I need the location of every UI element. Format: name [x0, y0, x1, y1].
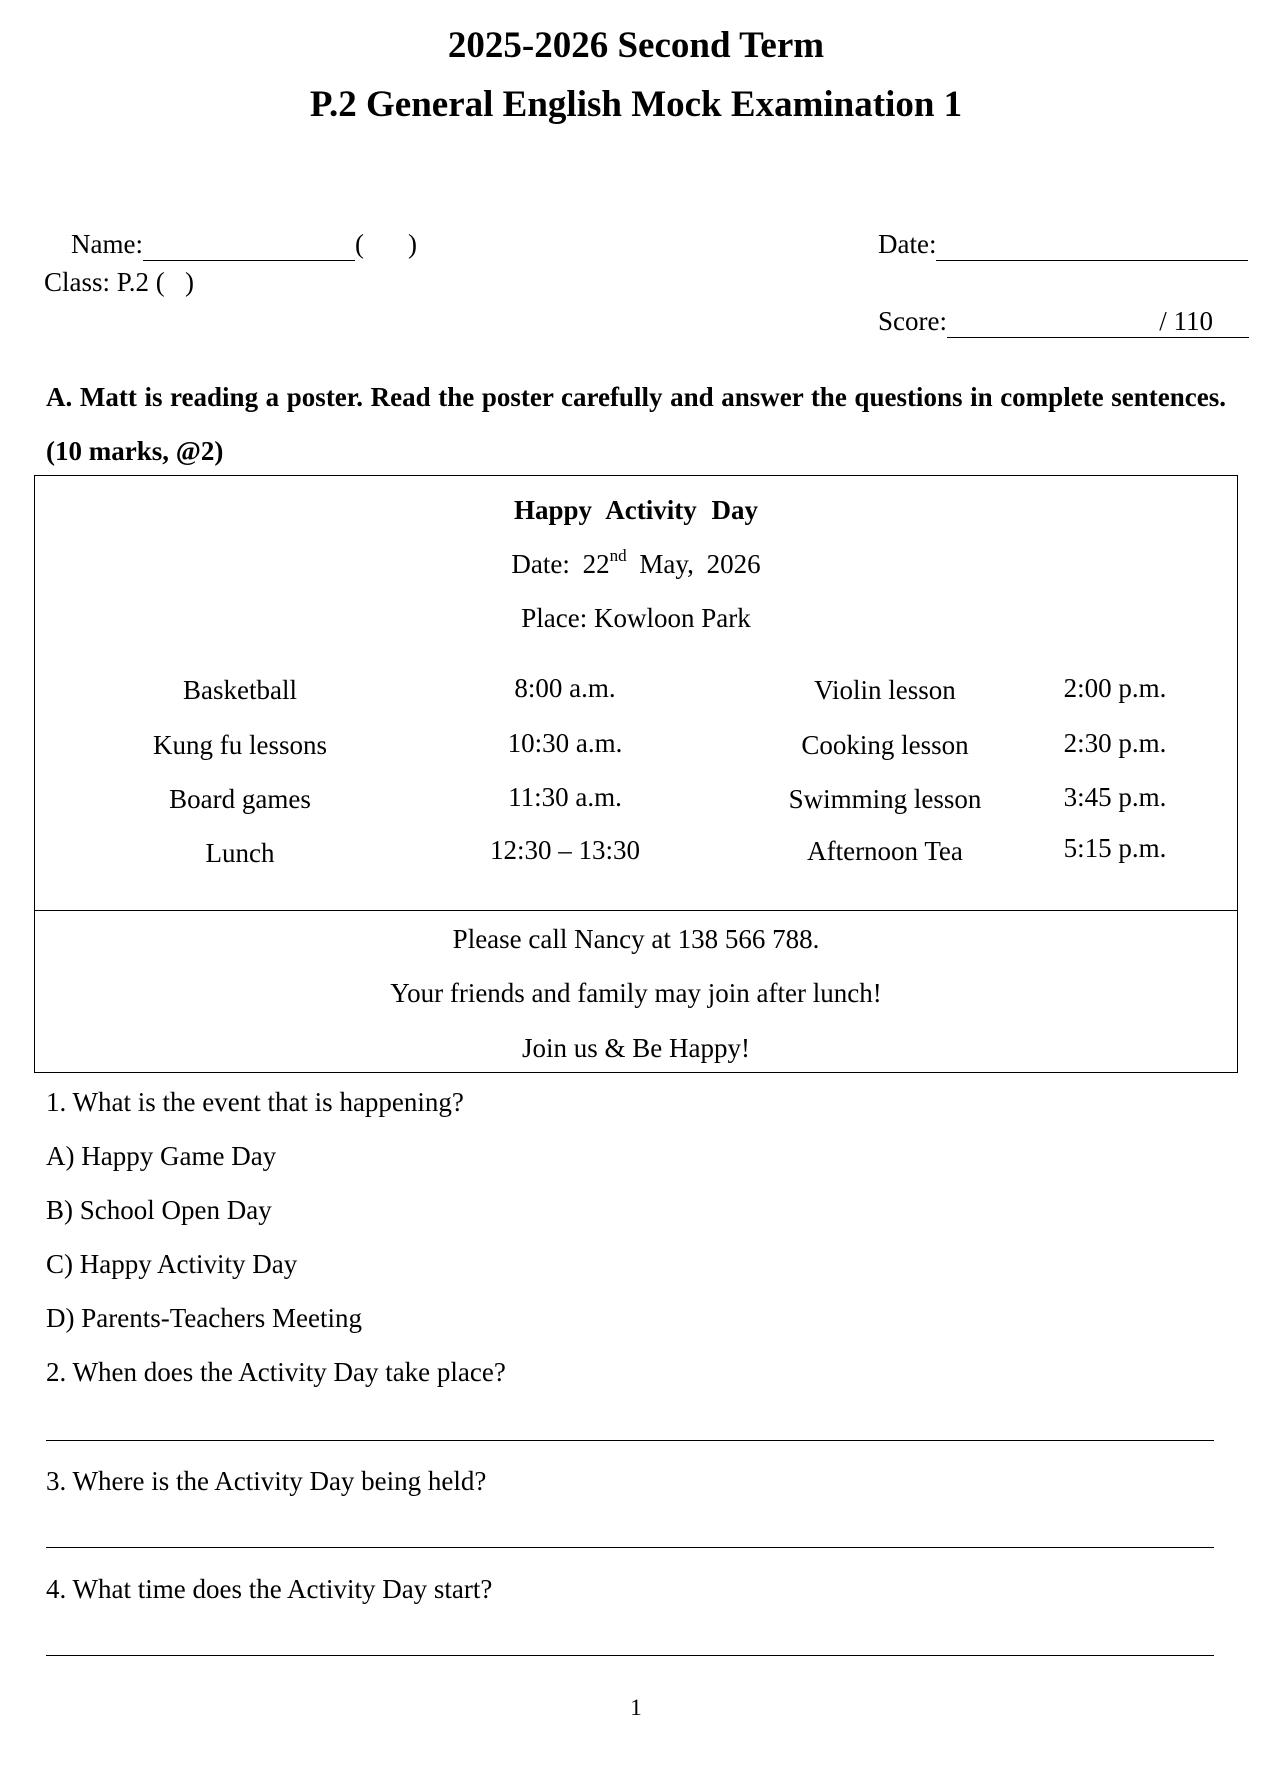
poster-slogan: Join us & Be Happy!	[522, 1033, 750, 1063]
schedule-activity: Swimming lesson	[788, 784, 982, 814]
schedule-activity: Violin lesson	[814, 675, 956, 705]
exam-title-term: 2025-2026 Second Term	[447, 25, 825, 66]
q1-option-b[interactable]: B) School Open Day	[46, 1195, 272, 1225]
q1-option-d[interactable]: D) Parents-Teachers Meeting	[46, 1303, 362, 1333]
name-label: Name:	[71, 229, 143, 259]
poster-title: Happy Activity Day	[513, 495, 758, 525]
score-blank[interactable]	[947, 305, 1249, 338]
q1-option-c[interactable]: C) Happy Activity Day	[46, 1249, 298, 1279]
section-a-instruction: A. Matt is reading a poster. Read the poster carefully and answer the questions in complete sentences. (10 marks, @2)	[46, 382, 1226, 466]
q4-answer-line[interactable]	[46, 1655, 1214, 1656]
name-blank[interactable]	[143, 228, 355, 261]
schedule-time: 5:15 p.m.	[1063, 833, 1167, 863]
question-1: 1. What is the event that is happening?	[46, 1087, 464, 1117]
schedule-time: 8:00 a.m.	[514, 673, 616, 703]
schedule-activity: Lunch	[205, 838, 275, 868]
class-number-paren-close: )	[407, 229, 417, 259]
q2-answer-line[interactable]	[46, 1440, 1214, 1441]
schedule-time: 11:30 a.m.	[508, 782, 622, 812]
schedule-time: 3:45 p.m.	[1063, 782, 1167, 812]
schedule-time: 2:00 p.m.	[1063, 673, 1167, 703]
score-field	[851, 273, 1249, 370]
poster-contact: Please call Nancy at 138 566 788.	[452, 924, 820, 954]
poster-invite: Your friends and family may join after lunch!	[390, 978, 882, 1008]
exam-title: P.2 General English Mock Examination 1	[309, 84, 963, 125]
schedule-activity: Kung fu lessons	[153, 730, 327, 760]
poster-place: Place: Kowloon Park	[521, 603, 751, 633]
page-number: 1	[630, 1695, 642, 1720]
score-label: Score:	[878, 306, 947, 336]
poster-date: Date: 22nd May, 2026	[511, 546, 761, 579]
question-2: 2. When does the Activity Day take place?	[46, 1357, 506, 1387]
schedule-time: 2:30 p.m.	[1063, 728, 1167, 758]
schedule-activity: Afternoon Tea	[807, 836, 963, 866]
schedule-time: 12:30 – 13:30	[489, 835, 640, 865]
class-number-blank[interactable]	[364, 228, 408, 260]
date-label: Date:	[878, 229, 937, 259]
schedule-activity: Cooking lesson	[801, 730, 969, 760]
poster-divider	[35, 910, 1237, 911]
score-total: / 110	[1159, 306, 1213, 336]
question-4: 4. What time does the Activity Day start?	[46, 1574, 493, 1604]
date-blank[interactable]	[936, 228, 1248, 261]
activity-poster	[34, 475, 1238, 1073]
question-3: 3. Where is the Activity Day being held?	[46, 1466, 487, 1496]
class-field: Class: P.2 ( )	[44, 267, 195, 297]
schedule-activity: Board games	[169, 784, 311, 814]
q3-answer-line[interactable]	[46, 1547, 1214, 1548]
schedule-activity: Basketball	[183, 675, 297, 705]
q1-option-a[interactable]: A) Happy Game Day	[46, 1141, 277, 1171]
schedule-time: 10:30 a.m.	[507, 728, 623, 758]
class-number-paren-open: (	[354, 229, 364, 259]
